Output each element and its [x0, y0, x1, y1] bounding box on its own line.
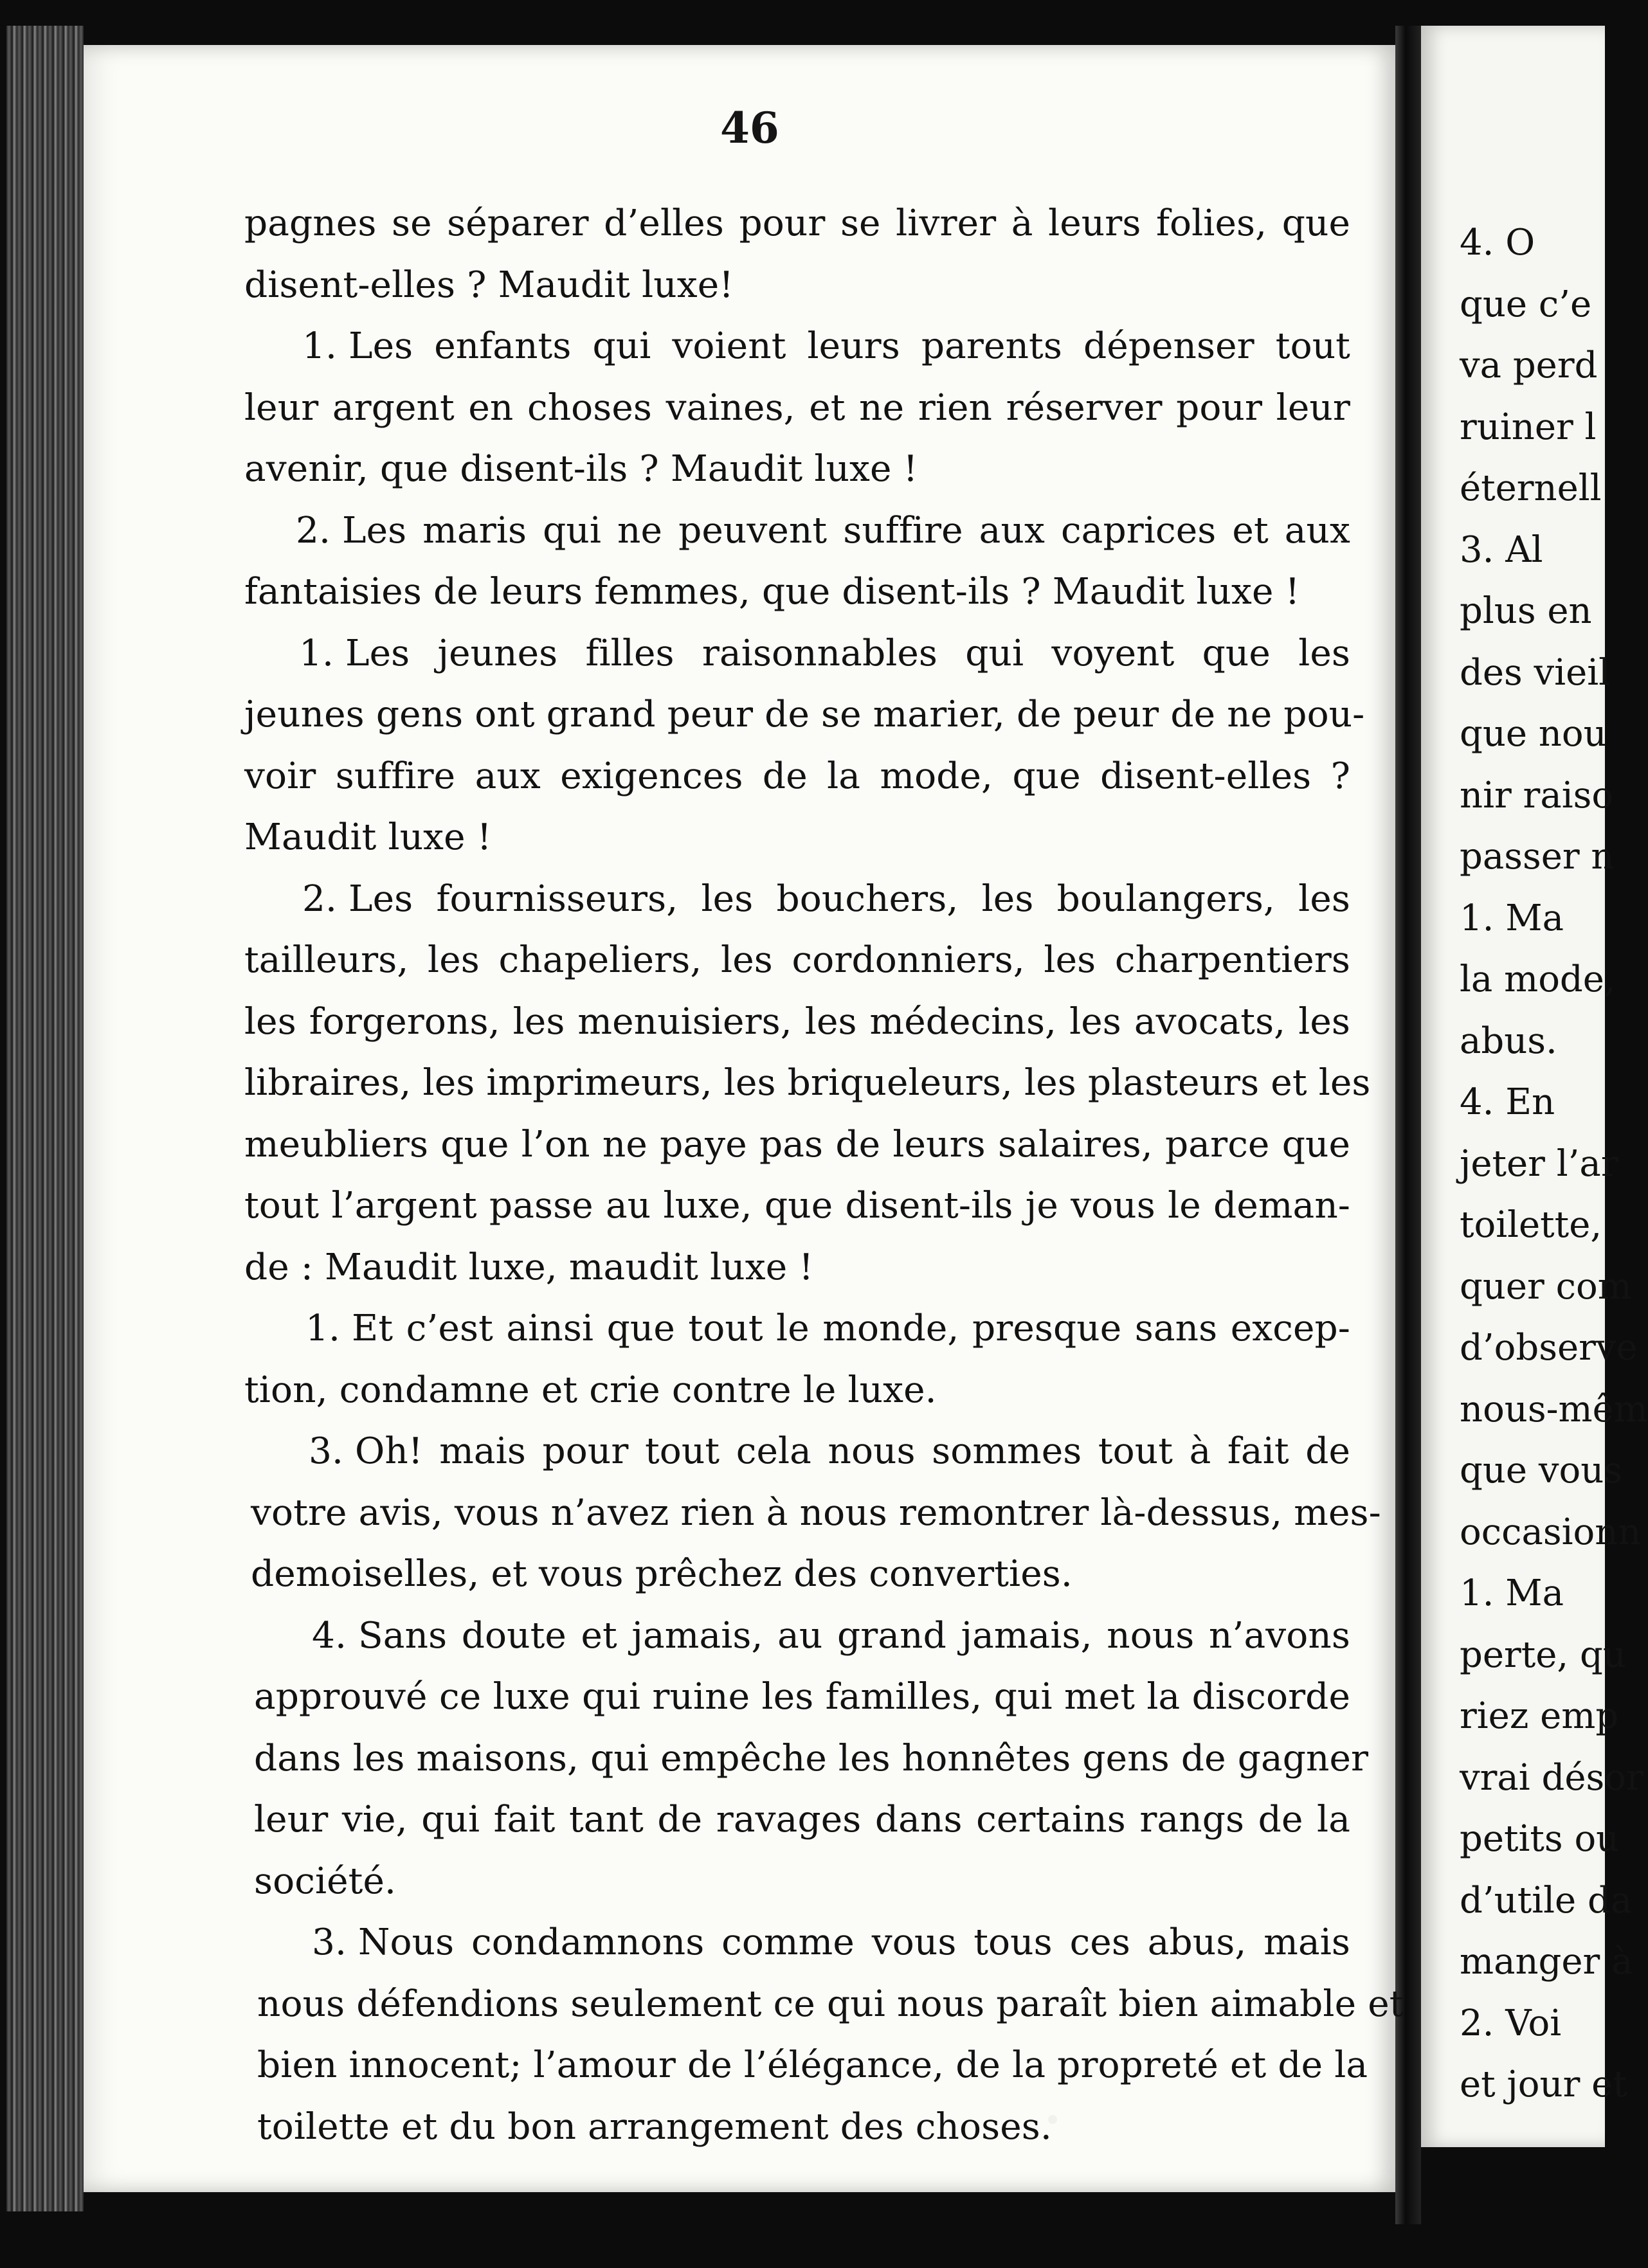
- right-text-line: toilette,: [1460, 1204, 1602, 1246]
- text-line: [244, 255, 1350, 316]
- text-line: [254, 1666, 1350, 1728]
- right-text-line: éternell: [1460, 467, 1602, 509]
- line-text: tailleurs, les chapeliers, les cordonniers, les charpentiers: [244, 939, 1350, 981]
- right-text-line: que vous: [1460, 1450, 1623, 1491]
- line-text: pagnes se séparer d’elles pour se livrer à leurs folies, que: [244, 203, 1350, 244]
- right-text-line: que nou: [1460, 713, 1607, 755]
- text-line: [267, 1605, 1350, 1667]
- right-text-line: la mode,: [1460, 959, 1616, 1000]
- right-page-text: [1460, 212, 1648, 2116]
- text-line: [244, 1360, 1350, 1421]
- paragraph-number: 3.: [309, 1430, 344, 1472]
- text-line: [244, 193, 1350, 255]
- text-line: [244, 807, 1350, 869]
- text-line: [257, 869, 1350, 930]
- paragraph-number: 1.: [299, 632, 334, 674]
- book-page-stack: [6, 26, 84, 2211]
- line-text: disent-elles ? Maudit luxe!: [244, 264, 734, 306]
- line-text: tout l’argent passe au luxe, que disent-ils je vous le deman-: [244, 1185, 1350, 1227]
- text-line: [251, 1544, 1350, 1605]
- line-text: nous défendions seulement ce qui nous paraît bien aimable et: [257, 1983, 1404, 2025]
- line-text: demoiselles, et vous prêchez des converties.: [251, 1553, 1073, 1595]
- text-line: [267, 1912, 1350, 1974]
- line-text: leur argent en choses vaines, et ne rien réserver pour leur: [244, 386, 1350, 429]
- body-text: [244, 193, 1404, 2157]
- line-text: avenir, que disent-ils ? Maudit luxe !: [244, 448, 918, 490]
- right-text-line: petits ou: [1460, 1818, 1620, 1860]
- right-text-line: quer com: [1460, 1265, 1632, 1308]
- right-text-line: jeter l’ar: [1460, 1142, 1618, 1185]
- right-text-line: occasionn: [1460, 1511, 1642, 1553]
- right-text-line: des vieil: [1460, 651, 1611, 694]
- line-text: tion, condamne et crie contre le luxe.: [244, 1369, 937, 1411]
- text-line: [244, 438, 1350, 500]
- text-line: [244, 1237, 1350, 1299]
- right-text-line: 4. O: [1460, 222, 1535, 264]
- paragraph-number: 4.: [312, 1614, 347, 1657]
- line-text: de : Maudit luxe, maudit luxe !: [244, 1246, 814, 1288]
- line-text: fantaisies de leurs femmes, que disent-ils ? Maudit luxe !: [244, 571, 1300, 613]
- right-text-line: nir raiso: [1460, 774, 1614, 816]
- text-line: [244, 1114, 1350, 1176]
- right-text-line: d’observe: [1460, 1327, 1638, 1369]
- right-text-line: vrai désor: [1460, 1756, 1643, 1799]
- line-text: votre avis, vous n’avez rien à nous remontrer là-dessus, mes-: [251, 1491, 1381, 1534]
- text-line: [244, 1052, 1371, 1114]
- right-text-line: d’utile da: [1460, 1879, 1633, 1922]
- text-line: [257, 2035, 1368, 2096]
- text-line: [257, 316, 1350, 377]
- text-line: [244, 561, 1350, 623]
- right-text-line: riez emp: [1460, 1695, 1619, 1737]
- right-text-line: 1. Ma: [1460, 897, 1564, 939]
- paragraph-number: 2.: [302, 878, 338, 920]
- line-text: Les jeunes filles raisonnables qui voyent que les: [345, 632, 1350, 674]
- line-text: bien innocent; l’amour de l’élégance, de la propreté et de la: [257, 2044, 1368, 2086]
- text-line: [251, 500, 1350, 562]
- text-line: [251, 1482, 1381, 1544]
- text-line: [260, 1298, 1350, 1360]
- right-text-line: 2. Voi: [1460, 2002, 1562, 2044]
- text-line: [254, 1851, 1350, 1913]
- text-line: [244, 1175, 1350, 1237]
- paragraph-number: 3.: [312, 1922, 347, 1963]
- right-text-line: abus.: [1460, 1020, 1557, 1062]
- right-text-line: que c’e: [1460, 283, 1592, 325]
- line-text: Maudit luxe !: [244, 816, 492, 858]
- right-text-line: manger à: [1460, 1941, 1633, 1983]
- line-text: Les maris qui ne peuvent suffire aux caprices et aux: [342, 509, 1350, 552]
- line-text: dans les maisons, qui empêche les honnêtes gens de gagner: [254, 1737, 1369, 1779]
- line-text: meubliers que l’on ne paye pas de leurs salaires, parce que: [244, 1123, 1350, 1166]
- line-text: Nous condamnons comme vous tous ces abus, mais: [358, 1922, 1350, 1963]
- line-text: Les enfants qui voient leurs parents dépenser tout: [349, 325, 1350, 367]
- text-line: [244, 746, 1350, 807]
- line-text: toilette et du bon arrangement des choses.: [257, 2105, 1052, 2148]
- text-line: [244, 377, 1350, 439]
- text-line: [257, 1974, 1404, 2035]
- right-text-line: va perd: [1460, 345, 1598, 386]
- line-text: jeunes gens ont grand peur de se marier, de peur de ne pou-: [244, 694, 1365, 735]
- right-text-line: passer n: [1460, 836, 1615, 878]
- line-text: les forgerons, les menuisiers, les médecins, les avocats, les: [244, 1000, 1350, 1043]
- right-page: [1421, 26, 1648, 2147]
- text-line: [244, 930, 1350, 991]
- line-text: approuvé ce luxe qui ruine les familles, qui met la discorde: [254, 1676, 1350, 1718]
- right-text-line: 1. Ma: [1460, 1572, 1564, 1614]
- text-line: [264, 1421, 1350, 1482]
- right-text-line: 4. En: [1460, 1081, 1555, 1123]
- text-line: [244, 684, 1365, 746]
- line-text: libraires, les imprimeurs, les briqueleurs, les plasteurs et les: [244, 1062, 1371, 1104]
- line-text: Oh! mais pour tout cela nous sommes tout à fait de: [355, 1430, 1350, 1472]
- text-line: [254, 1789, 1350, 1851]
- paragraph-number: 1.: [302, 325, 338, 367]
- text-line: [244, 991, 1350, 1053]
- right-text-line: et jour et: [1460, 2064, 1627, 2105]
- text-line: [254, 1728, 1369, 1790]
- right-text-line: ruiner l: [1460, 406, 1597, 448]
- line-text: Les fournisseurs, les bouchers, les boulangers, les: [349, 878, 1350, 920]
- text-line: [254, 623, 1350, 685]
- text-line: [257, 2096, 1350, 2158]
- right-text-line: nous-mêm: [1460, 1388, 1648, 1430]
- book-gutter: [1395, 26, 1421, 2224]
- line-text: Et c’est ainsi que tout le monde, presque sans excep-: [352, 1308, 1350, 1349]
- line-text: voir suffire aux exigences de la mode, que disent-elles ?: [244, 755, 1350, 797]
- line-text: société.: [254, 1860, 397, 1902]
- line-text: Sans doute et jamais, au grand jamais, nous n’avons: [358, 1614, 1350, 1657]
- right-text-line: perte, qu: [1460, 1634, 1626, 1676]
- line-text: leur vie, qui fait tant de ravages dans certains rangs de la: [254, 1799, 1350, 1841]
- right-text-line: plus en: [1460, 590, 1592, 632]
- right-text-line: 3. Al: [1460, 528, 1543, 571]
- paragraph-number: 2.: [296, 509, 331, 552]
- paragraph-number: 1.: [305, 1308, 341, 1349]
- page-number: 46: [720, 103, 779, 153]
